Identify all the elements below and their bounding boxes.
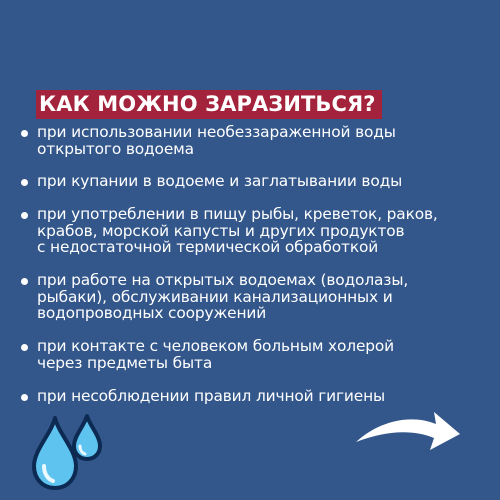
page-title: КАК МОЖНО ЗАРАЗИТЬСЯ?: [36, 90, 382, 119]
list-item-text: при несоблюдении правил личной гигиены: [37, 387, 386, 405]
heading-wrap: [36, 90, 382, 119]
curved-arrow-right-icon: [350, 398, 465, 468]
bullet-icon: [21, 212, 28, 219]
list-item-text: при контакте с человеком больным холерой через предметы быта: [37, 337, 394, 372]
bullet-icon: [21, 278, 28, 285]
list-item-text: при употреблении в пищу рыбы, креветок, раков, крабов, морской капусты и других продуктов с недостаточной термической обработкой: [37, 205, 438, 256]
bullet-icon: [21, 394, 28, 401]
list-item-text: при купании в водоеме и заглатывании воды: [37, 172, 403, 190]
bullet-icon: [21, 344, 28, 351]
list-item-text: при работе на открытых водоемах (водолазы, рыбаки), обслуживании канализационных и водопроводных сооружений: [37, 271, 409, 322]
large-drop-icon: [34, 418, 76, 488]
small-drop-icon: [74, 416, 100, 459]
bullet-icon: [21, 179, 28, 186]
list-item-text: при использовании необеззараженной воды открытого водоема: [37, 123, 396, 158]
bullet-icon: [21, 130, 28, 137]
water-drops-icon: [20, 412, 110, 492]
